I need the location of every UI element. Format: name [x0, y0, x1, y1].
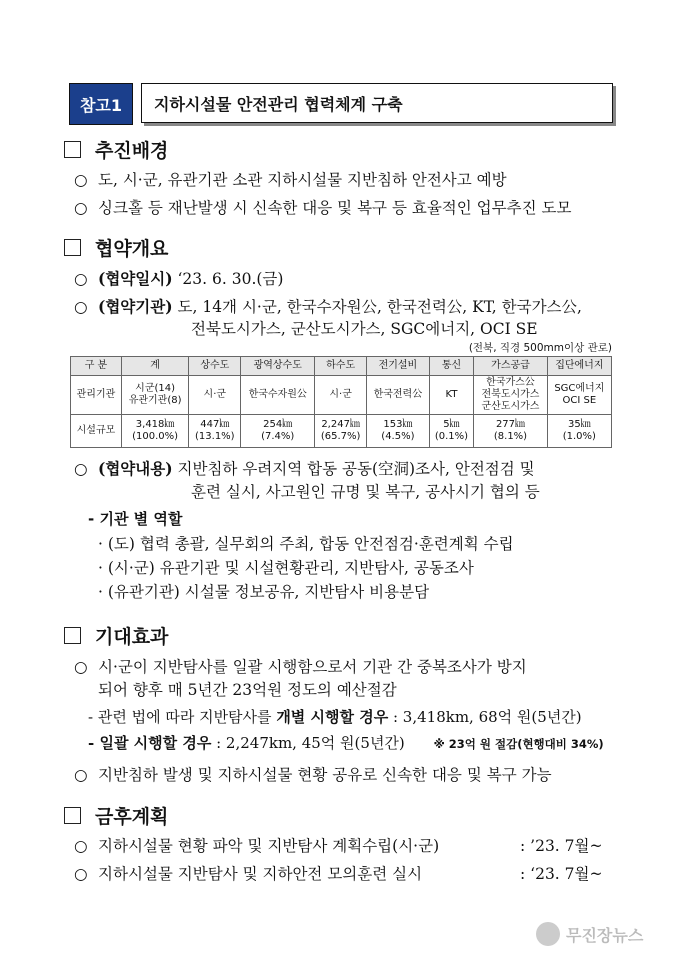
circle-bullet-icon: ○: [74, 658, 88, 676]
section-heading-plan: [64, 802, 168, 829]
list-item: [74, 763, 552, 785]
table-header: 집단에너지: [547, 357, 611, 376]
section-heading-effects: [64, 622, 168, 649]
document-title: 지하시설물 안전관리 협력체계 구축: [141, 83, 613, 123]
savings-note: ※ 23억 원 절감(현행대비 34%): [433, 737, 604, 751]
circle-bullet-icon: ○: [74, 199, 88, 217]
list-item-cont: 되어 향후 매 5년간 23억원 정도의 예산절감: [98, 681, 397, 699]
table-cell: 시설규모: [71, 415, 122, 448]
list-item-text: 지반침하 발생 및 지하시설물 현황 공유로 신속한 대응 및 복구 가능: [98, 766, 552, 784]
circle-bullet-icon: ○: [74, 837, 88, 855]
table-cell: 3,418㎞ (100.0%): [121, 415, 188, 448]
role-item: · (유관기관) 시설물 정보공유, 지반탐사 비용분담: [98, 583, 430, 601]
plan-item: [74, 862, 422, 884]
table-cell: 시군(14) 유관기관(8): [121, 376, 188, 415]
plan-text: 지하시설물 지반탐사 및 지하안전 모의훈련 실시: [98, 865, 423, 883]
plan-date: : ’23. 7월~: [520, 837, 603, 855]
label: (협약내용): [98, 459, 173, 478]
table-cell: SGC에너지 OCI SE: [547, 376, 611, 415]
text: : 3,418km, 68억 원(5년간): [388, 708, 582, 726]
list-item: [74, 655, 527, 677]
circle-bullet-icon: ○: [74, 171, 88, 189]
circle-bullet-icon: ○: [74, 460, 88, 478]
table-cell: 254㎞ (7.4%): [241, 415, 315, 448]
roles-heading: - 기관 별 역할: [88, 510, 183, 528]
circle-bullet-icon: ○: [74, 766, 88, 784]
table-row: [71, 376, 612, 415]
table-header: 전기설비: [367, 357, 430, 376]
table-header: 가스공급: [474, 357, 547, 376]
table-header: 광역상수도: [241, 357, 315, 376]
section-heading-agreement: [64, 234, 168, 261]
circle-bullet-icon: ○: [74, 298, 88, 316]
table-cell: 시·군: [315, 376, 367, 415]
section-title: 기대효과: [95, 626, 169, 648]
agreement-content-cont: 훈련 실시, 사고원인 규명 및 복구, 공사시기 협의 등: [191, 483, 540, 501]
value: 도, 14개 시·군, 한국수자원公, 한국전력公, KT, 한국가스公,: [177, 298, 582, 316]
plan-text: 지하시설물 현황 파악 및 지반탐사 계획수립(시·군): [98, 837, 440, 855]
table-cell: 447㎞ (13.1%): [189, 415, 241, 448]
circle-bullet-icon: ○: [74, 865, 88, 883]
table-header: 구 분: [71, 357, 122, 376]
plan-date: : ‘23. 7월~: [520, 865, 603, 883]
watermark-text: 무진장뉴스: [566, 925, 644, 945]
value: ‘23. 6. 30.(금): [177, 270, 284, 288]
list-item: [74, 168, 507, 190]
sub-item: [88, 706, 582, 727]
value: 지반침하 우려지역 합동 공동(空洞)조사, 안전점검 및: [177, 460, 535, 478]
watermark: [536, 922, 643, 946]
role-item: · (도) 협력 총괄, 실무회의 주최, 합동 안전점검·훈련계획 수립: [98, 535, 514, 553]
agreement-orgs-cont: 전북도시가스, 군산도시가스, SGC에너지, OCI SE: [191, 320, 538, 338]
watermark-logo-icon: [536, 922, 560, 946]
checkbox-square-icon: [64, 141, 81, 158]
reference-tag: 참고1: [69, 83, 133, 125]
table-cell: 한국수자원公: [241, 376, 315, 415]
agreement-orgs: [74, 295, 582, 317]
sub-item: [88, 732, 604, 753]
list-item: [74, 196, 571, 218]
section-title: 협약개요: [95, 238, 169, 260]
table-cell: 한국전력公: [367, 376, 430, 415]
list-item-text: 싱크홀 등 재난발생 시 신속한 대응 및 복구 등 효율적인 업무추진 도모: [98, 199, 572, 217]
table-header: 하수도: [315, 357, 367, 376]
plan-item: [74, 834, 439, 856]
text: - 관련 법에 따라 지반탐사를: [88, 708, 277, 726]
table-cell: KT: [429, 376, 474, 415]
table-header: 상수도: [189, 357, 241, 376]
table-cell: 35㎞ (1.0%): [547, 415, 611, 448]
checkbox-square-icon: [64, 627, 81, 644]
checkbox-square-icon: [64, 807, 81, 824]
section-title: 추진배경: [95, 140, 169, 162]
table-cell: 5㎞ (0.1%): [429, 415, 474, 448]
list-item-text: 도, 시·군, 유관기관 소관 지하시설물 지반침하 안전사고 예방: [98, 171, 507, 189]
label: (협약기관): [98, 297, 173, 316]
table-header: 통신: [429, 357, 474, 376]
table-header: 계: [121, 357, 188, 376]
checkbox-square-icon: [64, 239, 81, 256]
bold-text: 개별 시행할 경우: [276, 708, 389, 726]
text: : 2,247km, 45억 원(5년간): [211, 734, 405, 752]
table-cell: 관리기관: [71, 376, 122, 415]
agreement-table: [70, 356, 612, 448]
table-row: [71, 415, 612, 448]
table-cell: 153㎞ (4.5%): [367, 415, 430, 448]
agreement-date: [74, 267, 283, 289]
table-cell: 277㎞ (8.1%): [474, 415, 547, 448]
table-cell: 한국가스公 전북도시가스 군산도시가스: [474, 376, 547, 415]
bold-text: - 일괄 시행할 경우: [88, 734, 212, 752]
agreement-content: [74, 457, 535, 479]
section-title: 금후계획: [95, 806, 169, 828]
title-bar: [69, 83, 613, 125]
role-item: · (시·군) 유관기관 및 시설현황관리, 지반탐사, 공동조사: [98, 559, 474, 577]
list-item-text: 시·군이 지반탐사를 일괄 시행함으로서 기관 간 중복조사가 방지: [98, 658, 527, 676]
table-note: (전북, 직경 500mm이상 관로): [468, 342, 612, 354]
circle-bullet-icon: ○: [74, 270, 88, 288]
table-cell: 2,247㎞ (65.7%): [315, 415, 367, 448]
section-heading-background: [64, 136, 168, 163]
table-cell: 시·군: [189, 376, 241, 415]
label: (협약일시): [98, 269, 173, 288]
